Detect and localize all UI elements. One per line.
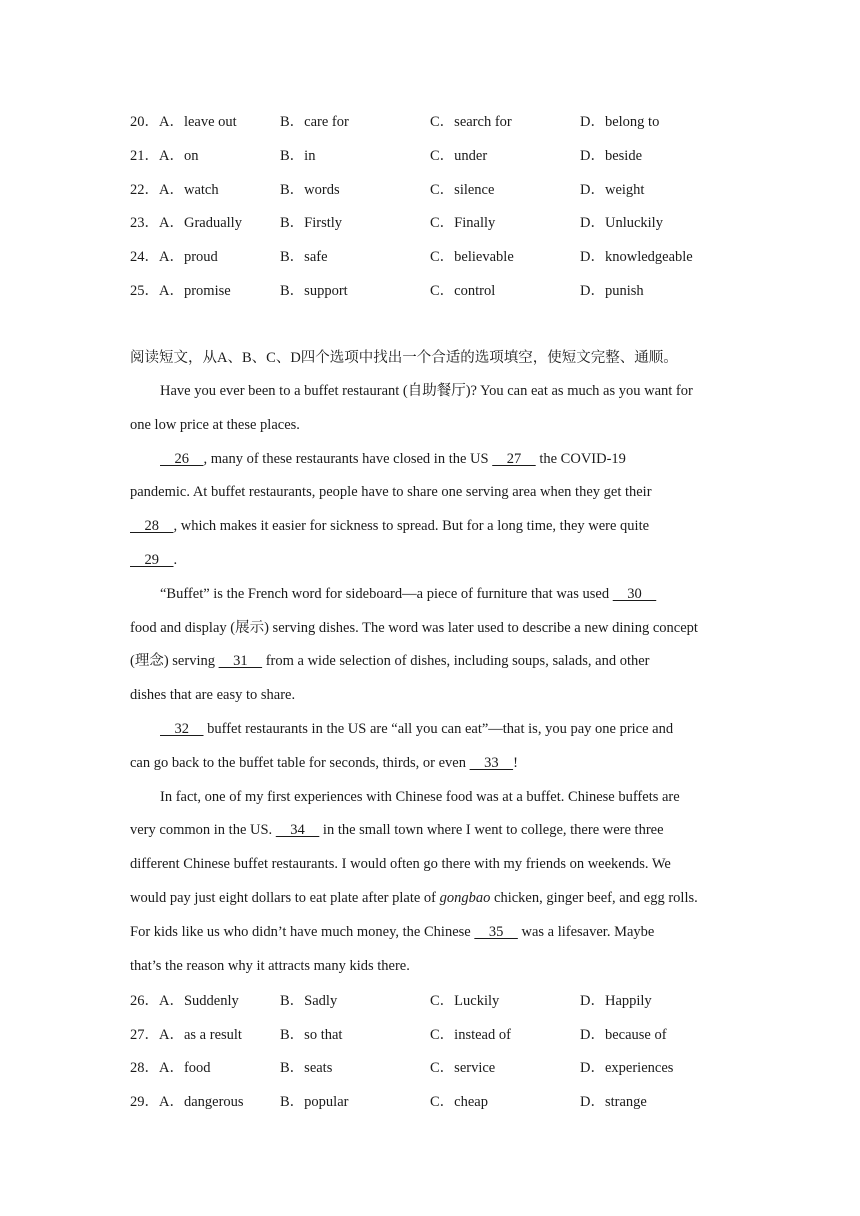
option-c: C．Luckily <box>430 993 500 1009</box>
option-d: D．knowledgeable <box>580 249 693 265</box>
option-c: C．instead of <box>430 1027 511 1043</box>
blank-32[interactable]: 32 <box>160 720 204 737</box>
passage-line: different Chinese buffet restaurants. I would often go there with my friends on weekends. We <box>130 856 671 873</box>
option-b: B．popular <box>280 1094 349 1110</box>
option-d: D．strange <box>580 1094 647 1110</box>
option-d: D．experiences <box>580 1060 674 1076</box>
question-number-and-option-a: 27．A．as a result <box>130 1027 242 1043</box>
option-c: C．service <box>430 1060 496 1076</box>
option-d: D．Unluckily <box>580 215 663 231</box>
question-number-and-option-a: 24．A．proud <box>130 249 218 265</box>
passage-line: 28 , which makes it easier for sickness to spread. But for a long time, they were quite <box>130 518 650 535</box>
option-b: B．support <box>280 283 348 299</box>
passage-line: one low price at these places. <box>130 416 300 433</box>
option-d: D．Happily <box>580 993 652 1009</box>
passage-line: 32 buffet restaurants in the US are “all you can eat”—that is, you pay one price and <box>160 720 674 737</box>
option-d: D．punish <box>580 283 644 299</box>
option-b: B．Firstly <box>280 215 343 231</box>
question-number-and-option-a: 26．A．Suddenly <box>130 993 239 1009</box>
passage-line: “Buffet” is the French word for sideboard—a piece of furniture that was used 30 <box>160 585 657 602</box>
blank-33[interactable]: 33 <box>469 754 514 771</box>
question-row <box>130 1058 770 1078</box>
passage-line: (理念) serving 31 from a wide selection of dishes, including soups, salads, and other <box>130 653 650 670</box>
blank-34[interactable]: 34 <box>275 822 320 839</box>
section-instruction: 阅读短文，从A、B、C、D四个选项中找出一个合适的选项填空，使短文完整、通顺。 <box>130 350 678 366</box>
passage-line: can go back to the buffet table for seconds, thirds, or even 33 ! <box>130 754 518 771</box>
option-b: B．care for <box>280 114 349 130</box>
question-row <box>130 1025 770 1045</box>
passage-line: Have you ever been to a buffet restaurant (自助餐厅)? You can eat as much as you want for <box>160 383 693 399</box>
option-b: B．in <box>280 148 316 164</box>
option-c: C．under <box>430 148 488 164</box>
question-number-and-option-a: 28．A．food <box>130 1060 211 1076</box>
passage-line: 29 . <box>130 551 178 568</box>
question-row <box>130 146 770 166</box>
blank-30[interactable]: 30 <box>612 585 657 602</box>
blank-35[interactable]: 35 <box>474 923 518 940</box>
question-number-and-option-a: 22．A．watch <box>130 182 219 198</box>
option-c: C．Finally <box>430 215 496 231</box>
question-number-and-option-a: 29．A．dangerous <box>130 1094 244 1110</box>
passage-line: that’s the reason why it attracts many kids there. <box>130 957 410 974</box>
option-c: C．search for <box>430 114 512 130</box>
question-row <box>130 991 770 1011</box>
blank-28[interactable]: 28 <box>130 518 174 535</box>
question-row <box>130 281 770 301</box>
question-number-and-option-a: 25．A．promise <box>130 283 231 299</box>
passage-line: In fact, one of my first experiences with Chinese food was at a buffet. Chinese buffets are <box>160 788 680 805</box>
question-number-and-option-a: 20．A．leave out <box>130 114 237 130</box>
option-d: D．beside <box>580 148 643 164</box>
passage-line: dishes that are easy to share. <box>130 687 296 704</box>
passage-line: food and display (展示) serving dishes. The word was later used to describe a new dining concept <box>130 619 698 636</box>
question-row <box>130 180 770 200</box>
passage-line: For kids like us who didn’t have much money, the Chinese 35 was a lifesaver. Maybe <box>130 923 655 940</box>
option-c: C．control <box>430 283 496 299</box>
passage-line: pandemic. At buffet restaurants, people have to share one serving area when they get their <box>130 484 652 501</box>
passage <box>130 375 730 983</box>
option-d: D．weight <box>580 182 645 198</box>
blank-27[interactable]: 27 <box>492 450 536 467</box>
blank-26[interactable]: 26 <box>160 450 204 467</box>
question-number-and-option-a: 21．A．on <box>130 148 199 164</box>
option-b: B．seats <box>280 1060 333 1076</box>
option-c: C．cheap <box>430 1094 488 1110</box>
option-b: B．so that <box>280 1027 343 1043</box>
option-d: D．because of <box>580 1027 667 1043</box>
passage-line: very common in the US. 34 in the small town where I went to college, there were three <box>130 822 664 839</box>
passage-line: would pay just eight dollars to eat plate after plate of gongbao chicken, ginger beef, and egg rolls. <box>130 889 698 906</box>
question-row <box>130 112 770 132</box>
question-row <box>130 213 770 233</box>
question-number-and-option-a: 23．A．Gradually <box>130 215 242 231</box>
blank-31[interactable]: 31 <box>218 653 263 670</box>
passage-line: 26 , many of these restaurants have closed in the US 27 the COVID-19 <box>160 450 626 467</box>
blank-29[interactable]: 29 <box>130 551 174 568</box>
option-b: B．words <box>280 182 340 198</box>
question-row <box>130 1092 770 1112</box>
option-c: C．believable <box>430 249 514 265</box>
option-c: C．silence <box>430 182 495 198</box>
option-b: B．safe <box>280 249 328 265</box>
option-d: D．belong to <box>580 114 660 130</box>
option-b: B．Sadly <box>280 993 338 1009</box>
question-row <box>130 247 770 267</box>
